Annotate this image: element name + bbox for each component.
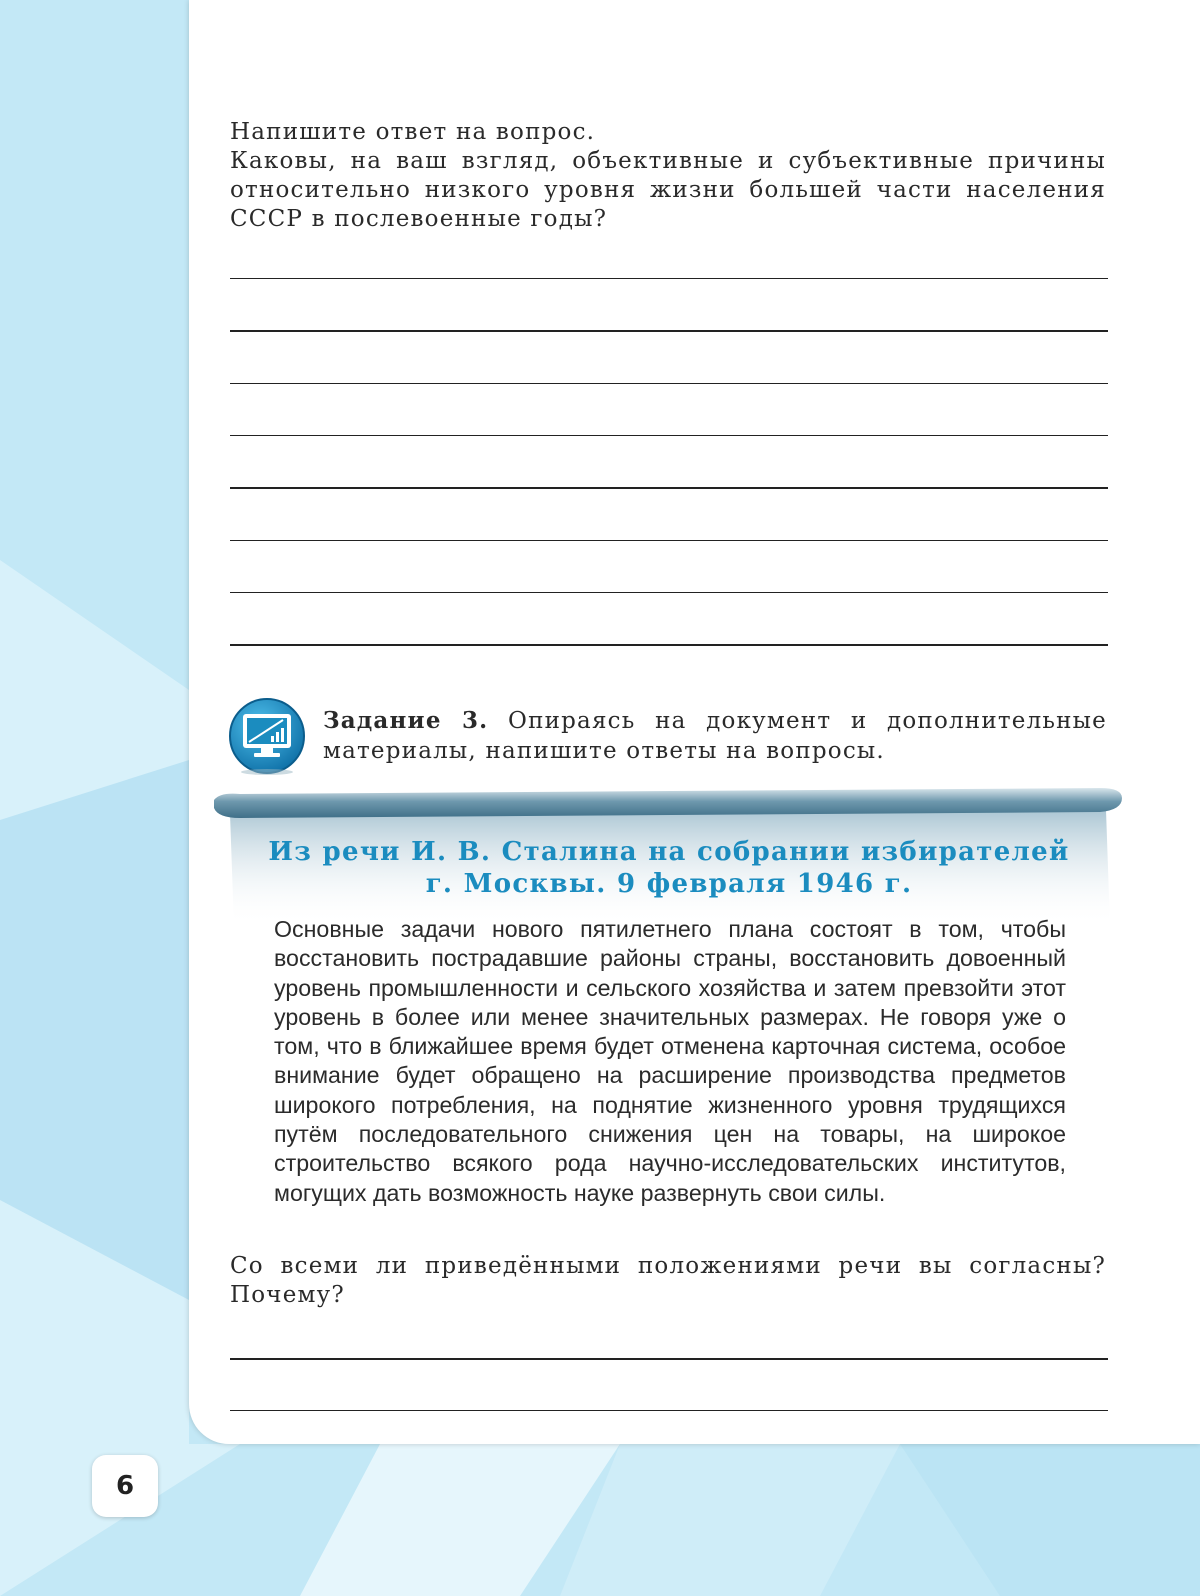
task3-text: Опираясь на документ и дополнительные материалы, напишите ответы на вопросы. bbox=[323, 708, 1107, 764]
document-title bbox=[230, 836, 1108, 900]
answer-line[interactable] bbox=[230, 644, 1108, 646]
monitor-chart-icon bbox=[227, 696, 307, 776]
document-title-line1: Из речи И. В. Сталина на собрании избирателей bbox=[268, 837, 1070, 867]
answer-line[interactable] bbox=[230, 330, 1108, 332]
question2-text: Со всеми ли приведёнными положениями речи вы согласны? Почему? bbox=[230, 1253, 1106, 1308]
answer-line[interactable] bbox=[230, 278, 1108, 279]
answer-line[interactable] bbox=[230, 435, 1108, 436]
answer-line[interactable] bbox=[230, 383, 1108, 384]
answer-line[interactable] bbox=[230, 1410, 1108, 1411]
document-body: Основные задачи нового пятилетнего плана состоят в том, чтобы восстановить пострадавшие районы страны, восстановить довоенный уровень промышленности и сельского хозяйства и затем превзойти этот уровень в более или менее значительных размерах. Не говоря уже о том, что в ближайшее время будет отменена карточная система, особое внимание будет обращено на расширение производства предметов широкого потребления, на поднятие жизненного уровня трудящихся путём последовательного снижения цен на товары, на широкое строительство всякого рода научно-исследовательских институтов, могущих дать возможность науке развернуть свои силы. bbox=[274, 916, 1066, 1206]
answer-line[interactable] bbox=[230, 1358, 1108, 1360]
answer-line[interactable] bbox=[230, 592, 1108, 593]
task3-instruction bbox=[323, 706, 1107, 766]
page-number: 6 bbox=[92, 1455, 158, 1517]
document-title-line2: г. Москвы. 9 февраля 1946 г. bbox=[425, 869, 913, 899]
question1-intro: Напишите ответ на вопрос. bbox=[230, 119, 596, 145]
answer-line[interactable] bbox=[230, 487, 1108, 489]
question1-text: Каковы, на ваш взгляд, объективные и субъективные причины относительно низкого уровня жизни большей части населения СССР в послевоенные годы? bbox=[230, 148, 1106, 232]
answer-line[interactable] bbox=[230, 540, 1108, 541]
task3-label: Задание 3. bbox=[323, 707, 489, 734]
